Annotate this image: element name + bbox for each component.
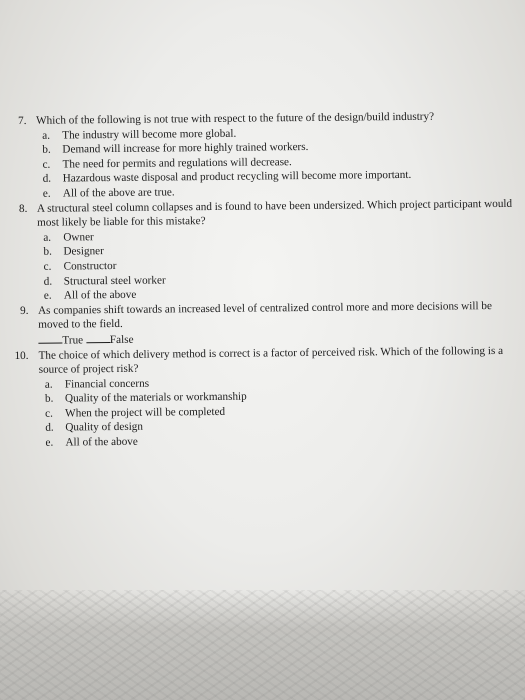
question-10 xyxy=(14,343,521,450)
option-text: Demand will increase for more highly trained workers. xyxy=(62,141,309,156)
option-text: The industry will become more global. xyxy=(62,127,237,142)
option-list xyxy=(39,372,522,450)
option-letter: a. xyxy=(42,129,51,142)
option-letter: a. xyxy=(44,378,53,391)
question-stem: As companies shift towards an increased level of centralized control more and more decisions will be moved to the field. xyxy=(37,299,492,332)
option-text: Constructor xyxy=(63,259,117,273)
option-letter: d. xyxy=(42,173,52,186)
question-number: 9. xyxy=(19,304,29,317)
fabric-background xyxy=(0,590,525,700)
true-label: True xyxy=(62,334,84,347)
option-letter: c. xyxy=(42,158,51,171)
question-stem: The choice of which delivery method is correct is a factor of perceived risk. Which of the following is a source of project risk? xyxy=(38,344,504,376)
option-letter: a. xyxy=(43,231,52,244)
option-text: Structural steel worker xyxy=(63,273,166,288)
option-text: Quality of the materials or workmanship xyxy=(64,390,247,405)
option-letter: c. xyxy=(45,407,53,420)
question-8 xyxy=(19,196,520,303)
option-text: The need for permits and regulations will decrease. xyxy=(62,155,292,171)
option-text: All of the above are true. xyxy=(62,186,175,200)
question-stem: Which of the following is not true with respect to the future of the design/build industry? xyxy=(36,110,435,127)
option-letter: b. xyxy=(42,143,51,156)
question-number: 8. xyxy=(18,202,28,215)
option-letter: b. xyxy=(44,392,54,406)
option-list xyxy=(36,123,519,201)
option-text: Financial concerns xyxy=(64,377,150,391)
option-letter: e. xyxy=(45,436,54,449)
question-number: 7. xyxy=(18,114,27,127)
option-text: Designer xyxy=(63,245,104,258)
option-text: All of the above xyxy=(63,288,137,302)
option-list xyxy=(37,226,520,304)
option-letter: c. xyxy=(43,260,52,273)
option-letter: d. xyxy=(45,422,54,435)
question-number: 10. xyxy=(14,349,29,362)
option-text: All of the above xyxy=(65,435,138,449)
option-text: When the project will be completed xyxy=(65,405,226,420)
question-9 xyxy=(20,298,520,348)
question-list xyxy=(14,109,521,451)
question-stem: A structural steel column collapses and is found to have been undersized. Which project participant would most likely be liable for this mistake? xyxy=(36,197,513,229)
false-label: False xyxy=(109,333,134,346)
option-text: Owner xyxy=(63,230,94,244)
false-answer-blank[interactable] xyxy=(86,332,110,343)
option-letter: b. xyxy=(43,245,52,259)
option-letter: e. xyxy=(43,289,52,302)
option-text: Hazardous waste disposal and product recycling will become more important. xyxy=(62,169,412,185)
question-7 xyxy=(18,109,519,202)
option-letter: e. xyxy=(42,187,51,200)
option-text: Quality of design xyxy=(65,421,144,434)
option-letter: d. xyxy=(43,275,53,288)
true-answer-blank[interactable] xyxy=(38,332,62,343)
